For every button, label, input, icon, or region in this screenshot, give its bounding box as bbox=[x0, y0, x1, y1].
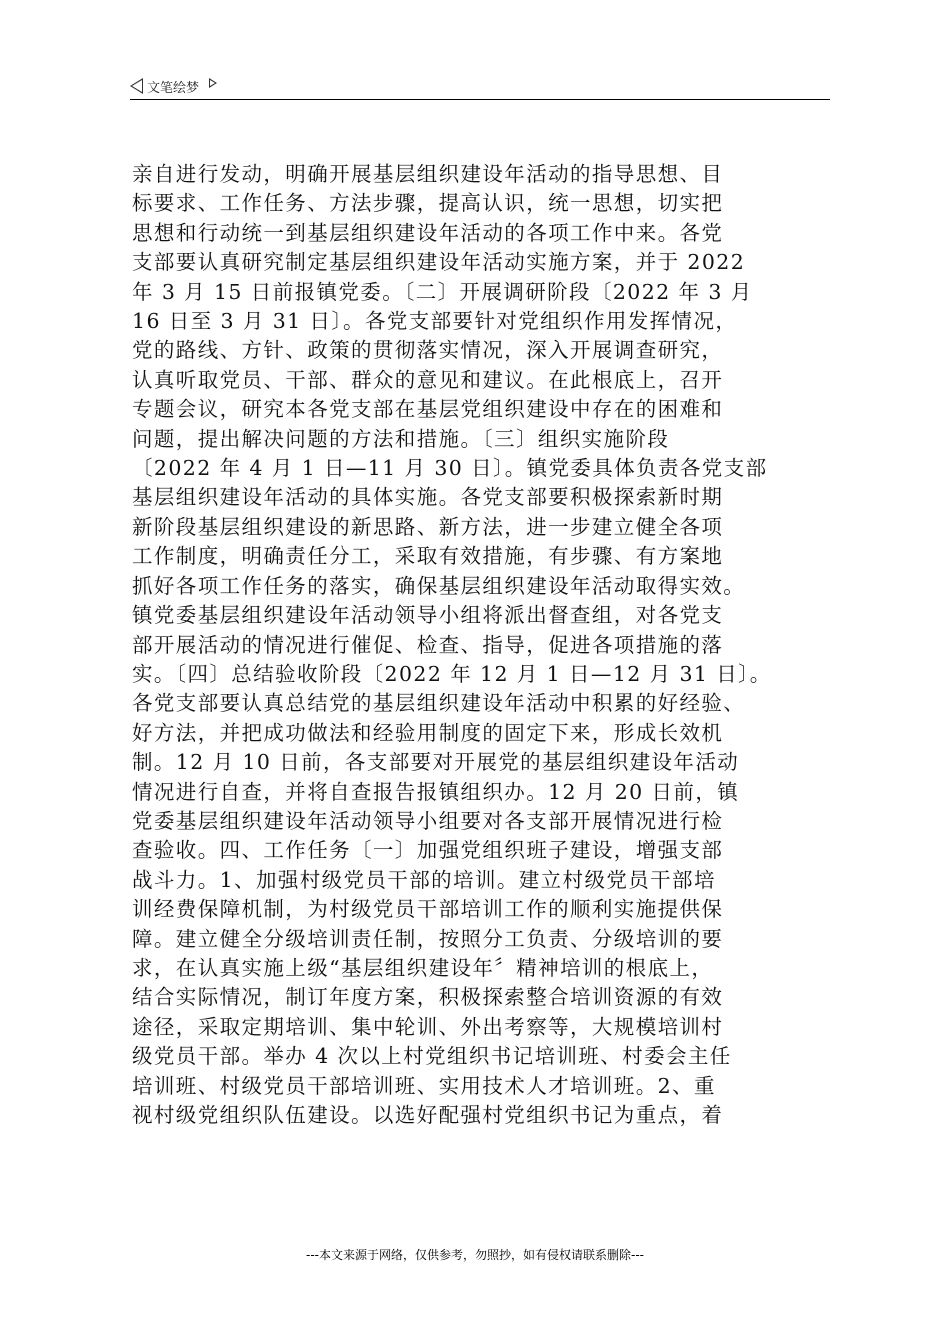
text-line: 〔2022 年 4 月 1 日—11 月 30 日〕。镇党委具体负责各党支部 bbox=[132, 456, 768, 481]
header-divider bbox=[130, 99, 830, 100]
text-line: 培训班、村级党员干部培训班、实用技术人才培训班。2、重 bbox=[132, 1073, 716, 1098]
text-line: 党的路线、方针、政策的贯彻落实情况，深入开展调查研究， bbox=[132, 338, 724, 363]
document-body bbox=[132, 160, 822, 1130]
triangle-left-icon bbox=[130, 78, 143, 94]
header-brand: 文笔绘梦 bbox=[147, 80, 200, 96]
text-line: 各党支部要认真总结党的基层组织建设年活动中积累的好经验、 bbox=[132, 691, 746, 716]
text-line: 抓好各项工作任务的落实，确保基层组织建设年活动取得实效。 bbox=[132, 573, 746, 598]
text-line: 亲自进行发动，明确开展基层组织建设年活动的指导思想、目 bbox=[132, 162, 724, 186]
text-line: 标要求、工作任务、方法步骤，提高认识，统一思想，切实把 bbox=[132, 191, 724, 216]
text-line: 战斗力。1、加强村级党员干部的培训。建立村级党员干部培 bbox=[132, 867, 716, 892]
text-line: 训经费保障机制，为村级党员干部培训工作的顺利实施提供保 bbox=[132, 897, 724, 922]
text-line: 结合实际情况，制订年度方案，积极探索整合培训资源的有效 bbox=[132, 985, 724, 1010]
text-line: 实。〔四〕总结验收阶段〔2022 年 12 月 1 日—12 月 31 日〕。 bbox=[132, 661, 772, 686]
text-line: 认真听取党员、干部、群众的意见和建议。在此根底上，召开 bbox=[132, 367, 724, 392]
page-header bbox=[130, 74, 830, 98]
text-line: 思想和行动统一到基层组织建设年活动的各项工作中来。各党 bbox=[132, 220, 724, 245]
text-line: 专题会议，研究本各党支部在基层党组织建设中存在的困难和 bbox=[132, 397, 724, 422]
text-line: 党委基层组织建设年活动领导小组要对各支部开展情况进行检 bbox=[132, 808, 724, 833]
text-line: 障。建立健全分级培训责任制，按照分工负责、分级培训的要 bbox=[132, 926, 724, 951]
page-footer: ---本文来源于网络，仅供参考，勿照抄，如有侵权请联系删除--- bbox=[306, 1248, 644, 1262]
text-line: 求，在认真实施上级“基层组织建设年〞精神培训的根底上， bbox=[132, 955, 714, 980]
triangle-right-icon bbox=[209, 78, 217, 88]
text-line: 途径，采取定期培训、集中轮训、外出考察等，大规模培训村 bbox=[132, 1014, 724, 1039]
text-line: 问题，提出解决问题的方法和措施。〔三〕组织实施阶段 bbox=[132, 426, 670, 451]
text-line: 支部要认真研究制定基层组织建设年活动实施方案，并于 2022 bbox=[132, 250, 746, 275]
text-line: 查验收。四、工作任务〔一〕加强党组织班子建设，增强支部 bbox=[132, 838, 724, 863]
text-line: 年 3 月 15 日前报镇党委。〔二〕开展调研阶段〔2022 年 3 月 bbox=[132, 279, 753, 304]
text-line: 好方法，并把成功做法和经验用制度的固定下来，形成长效机 bbox=[132, 720, 724, 745]
text-line: 级党员干部。举办 4 次以上村党组织书记培训班、村委会主任 bbox=[132, 1044, 732, 1069]
text-line: 部开展活动的情况进行催促、检查、指导，促进各项措施的落 bbox=[132, 632, 724, 657]
text-line: 新阶段基层组织建设的新思路、新方法，进一步建立健全各项 bbox=[132, 514, 724, 539]
text-line: 基层组织建设年活动的具体实施。各党支部要积极探索新时期 bbox=[132, 485, 724, 510]
text-line: 制。12 月 10 日前，各支部要对开展党的基层组织建设年活动 bbox=[132, 750, 740, 775]
text-line: 16 日至 3 月 31 日〕。各党支部要针对党组织作用发挥情况， bbox=[132, 309, 738, 334]
text-line: 情况进行自查，并将自查报告报镇组织办。12 月 20 日前，镇 bbox=[132, 779, 740, 804]
text-line: 镇党委基层组织建设年活动领导小组将派出督查组，对各党支 bbox=[132, 603, 724, 628]
text-line: 工作制度，明确责任分工，采取有效措施，有步骤、有方案地 bbox=[132, 544, 724, 569]
text-line: 视村级党组织队伍建设。以选好配强村党组织书记为重点，着 bbox=[132, 1103, 724, 1127]
